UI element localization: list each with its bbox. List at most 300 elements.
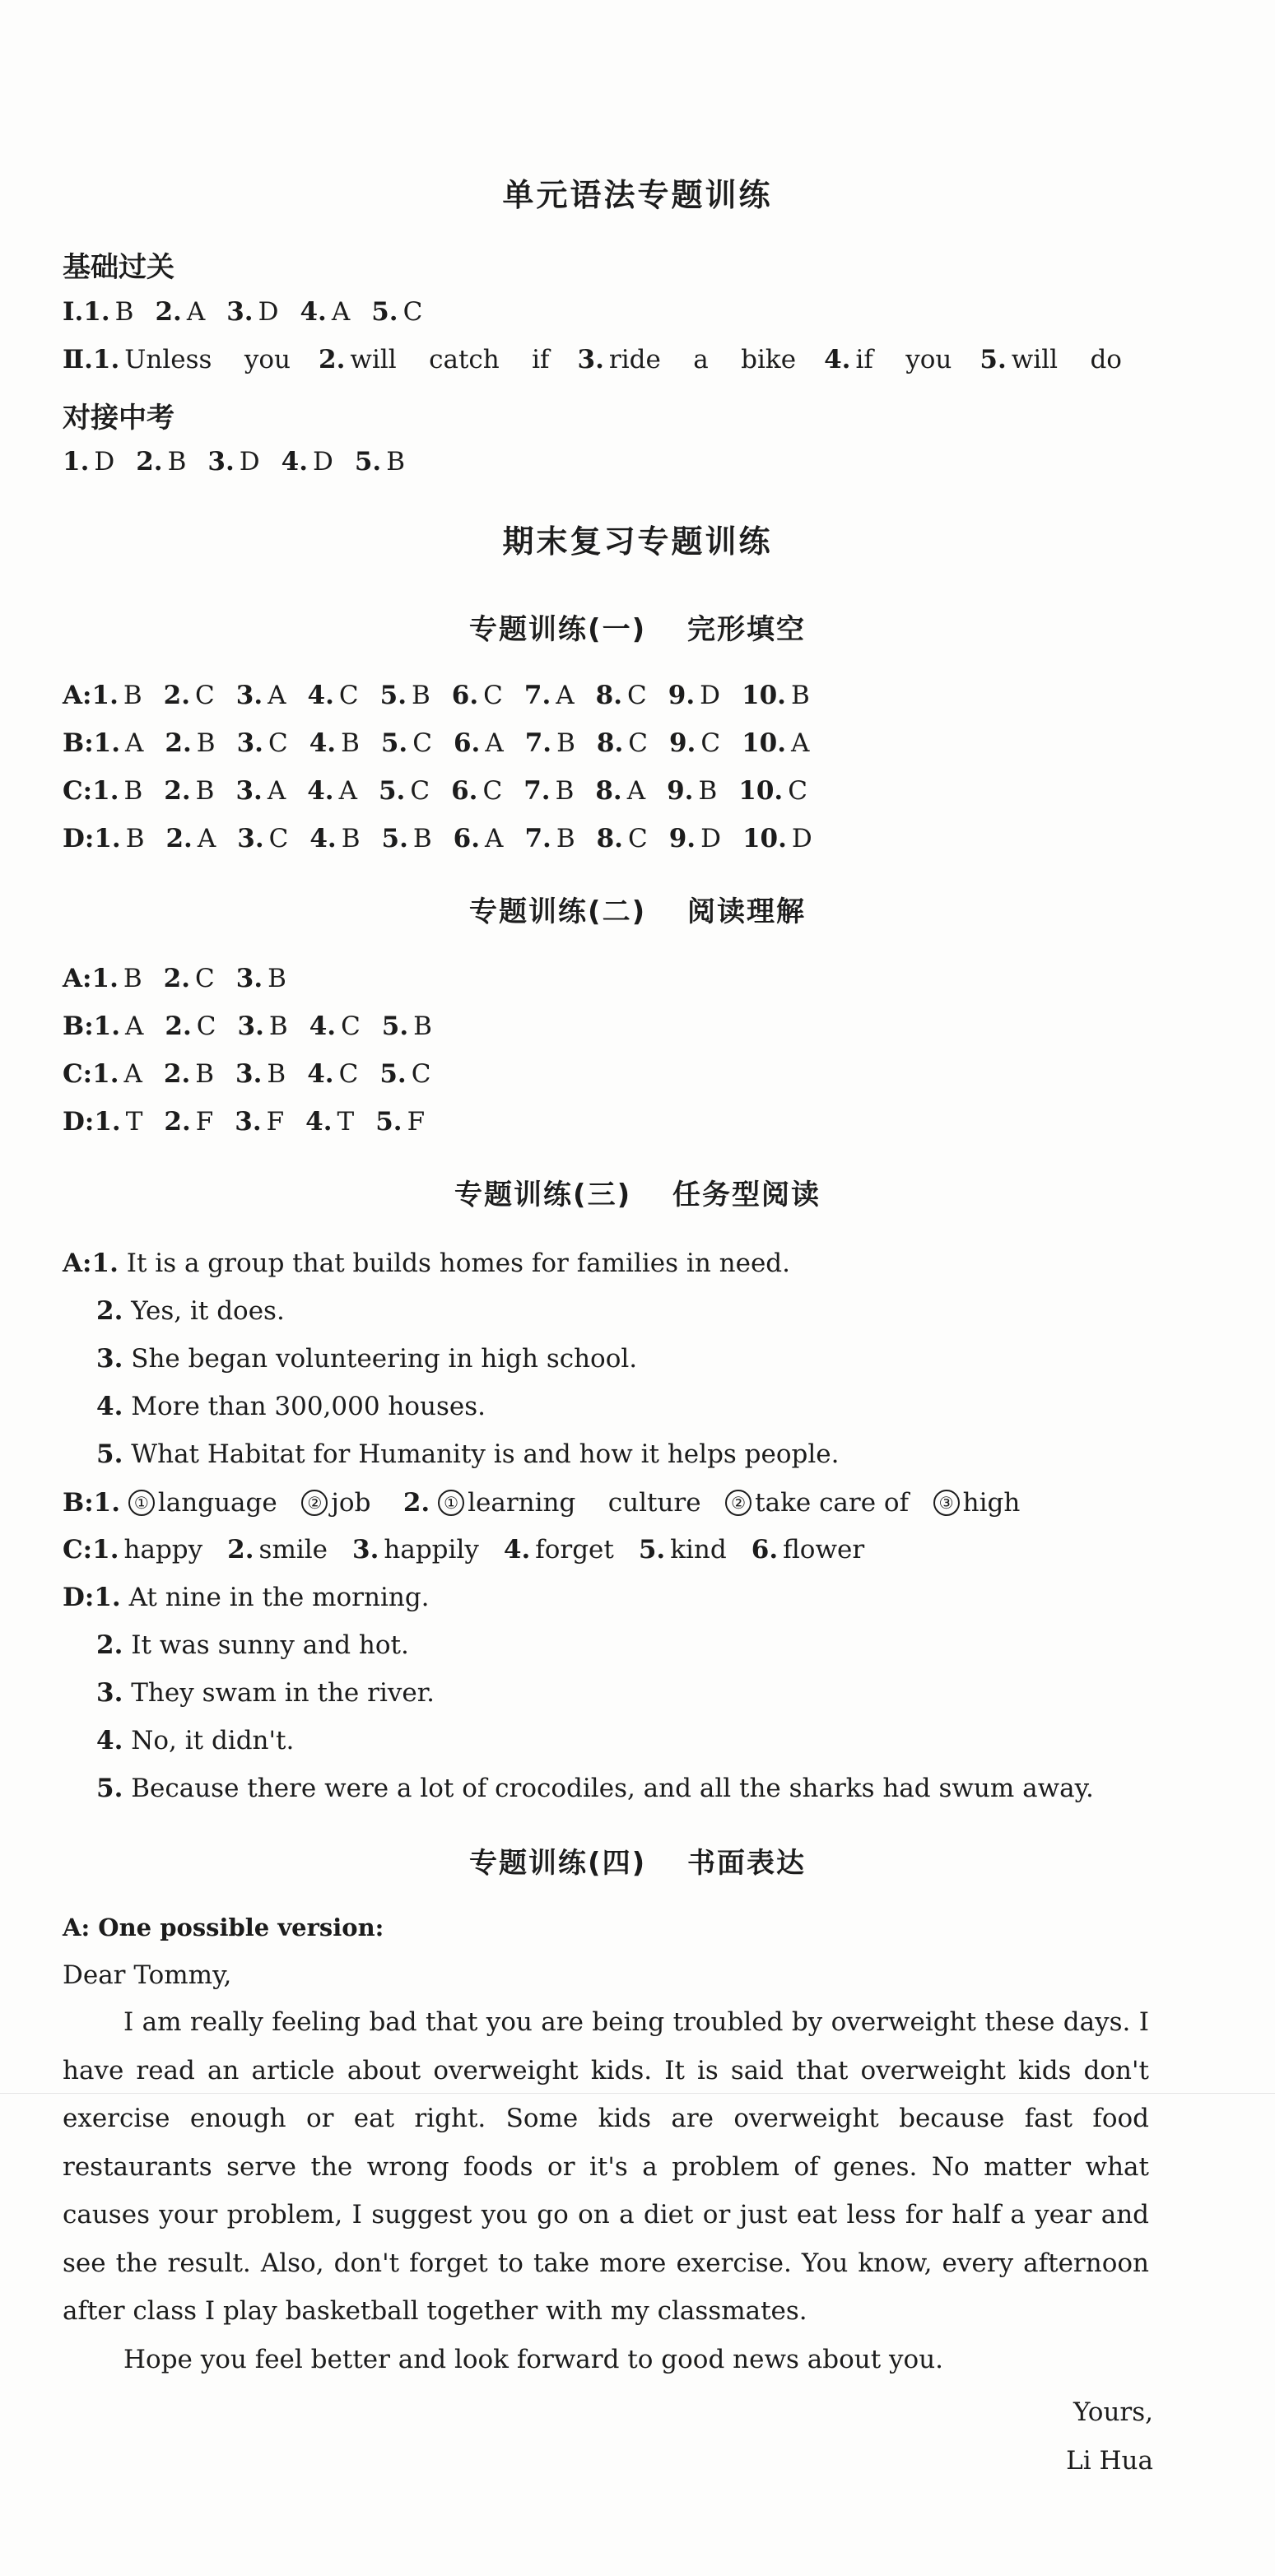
item-number: 9. (667, 776, 694, 806)
item-number: 8. (595, 776, 622, 806)
item-answer: F (266, 1107, 285, 1137)
item-number: 5. (371, 297, 398, 327)
item-number: 6. (451, 776, 478, 806)
answer-item (824, 347, 952, 373)
exam-heading: 对接中考 (63, 402, 174, 435)
item-number: 9. (668, 728, 696, 758)
answer-item (355, 449, 405, 475)
item-number: 7. (523, 681, 551, 710)
item-answer: A (186, 297, 206, 327)
item-number: 2. (136, 447, 163, 477)
letter-greeting: Dear Tommy, (63, 1960, 232, 1990)
item-answer: B (123, 776, 143, 806)
item-answer: B (698, 776, 718, 806)
item-number: 6. (453, 728, 481, 758)
circled-number: ② (301, 1490, 328, 1516)
answer-item (92, 776, 143, 806)
answer-item (639, 1537, 727, 1563)
item-number: 5. (378, 776, 406, 806)
item-answer: C (196, 1011, 216, 1041)
reading-row-label: D: (63, 1107, 95, 1137)
letter-paragraph-1: I am really feeling bad that you are being troubled by overweight these days. I have read an article about overweight kids. It is said that overweight kids don't exercise enough or eat right. Some kids are overweight because fast food restaurants serve the wrong foods or it's a problem of genes. No matter what causes your problem, I suggest you go on a diet or just eat less for half a year and see the result. Also, don't forget to take more exercise. You know, every afternoon after class I play basketball together with my classmates. (63, 2007, 1149, 2326)
item-number: 4. (309, 1011, 337, 1041)
answer-item (92, 966, 142, 992)
circled-number: ③ (933, 1490, 960, 1516)
letter-closing: Yours, (1073, 2397, 1153, 2427)
item-answer: C (268, 824, 289, 853)
item-answer: C (410, 776, 430, 806)
item-answer: C (195, 681, 215, 710)
answer-item (524, 683, 575, 709)
item-number: 7. (524, 824, 551, 853)
cloze-title: 专题训练(一) 完形填空 (469, 613, 806, 646)
answer-item (742, 683, 810, 709)
item-text: It was sunny and hot. (131, 1630, 409, 1660)
answer-item (524, 728, 575, 758)
item-number: 5. (381, 824, 408, 853)
item-number: 1. (94, 824, 121, 853)
answer-item (236, 683, 286, 709)
item-answer: A (197, 824, 216, 853)
item-number: 6. (453, 824, 481, 853)
item-text: language (157, 1488, 277, 1518)
answer-item (524, 826, 575, 852)
reading-row-label: C: (63, 1059, 93, 1089)
item-number: 3. (577, 345, 604, 374)
answer-item (596, 683, 647, 709)
item-number: 5. (380, 728, 408, 758)
item-number: 5. (379, 1059, 407, 1089)
task-a-label: A: (63, 1248, 92, 1278)
task-a-row-2 (96, 1296, 285, 1326)
item-text: Because there were a lot of crocodiles, and all the sharks had swum away. (131, 1774, 1094, 1803)
item-number: 5. (980, 345, 1007, 374)
letter-signature: Li Hua (1066, 2446, 1153, 2476)
answer-item (235, 1059, 286, 1089)
item-answer: B (167, 447, 187, 477)
item-number: 2. (163, 964, 191, 993)
answer-item (352, 1537, 479, 1563)
item-answer: C (338, 681, 359, 710)
answer-item (164, 776, 215, 806)
item-answer: C (411, 1059, 431, 1089)
item-answer: C (412, 728, 432, 758)
item-number: 1. (92, 345, 120, 374)
item-number: 2. (164, 1107, 191, 1137)
item-number: 8. (595, 681, 623, 710)
answer-item (136, 449, 186, 475)
answer-item (305, 1109, 354, 1135)
item-number: 1. (63, 447, 90, 477)
task-d-label: D: (63, 1583, 95, 1612)
item-answer: C (700, 728, 721, 758)
cloze-row-label: A: (63, 681, 92, 710)
answer-item (235, 1109, 284, 1135)
item-answer: D (258, 297, 279, 327)
answer-item (164, 966, 215, 992)
answer-item (319, 347, 550, 373)
item-number: 5. (638, 1535, 666, 1565)
answer-item (742, 826, 812, 852)
task-reading-title: 专题训练(三) 任务型阅读 (454, 1179, 821, 1211)
writing-title: 专题训练(四) 书面表达 (469, 1847, 806, 1880)
answer-item (595, 776, 646, 806)
answer-item (155, 297, 206, 327)
item-answer: B (114, 297, 134, 327)
item-number: 2. (163, 681, 191, 710)
task-a-row-4 (96, 1394, 486, 1420)
item-answer: A (268, 681, 286, 710)
item-answer: A (267, 776, 286, 806)
task-b-label: B: (63, 1488, 94, 1518)
answer-item (165, 728, 216, 758)
item-number: 3. (235, 776, 263, 806)
item-number: 2. (319, 345, 346, 374)
item-answer: C (627, 824, 648, 853)
task-c-row (63, 1537, 889, 1563)
answer-item (307, 776, 357, 806)
item-number: 5. (354, 447, 382, 477)
item-answer: B (386, 447, 406, 477)
item-answer: A (331, 297, 351, 327)
item-answer: B (195, 1059, 215, 1089)
answer-item (300, 297, 351, 327)
grammar-part2-row (63, 347, 1150, 373)
item-number: 1. (91, 964, 119, 993)
item-text: What Habitat for Humanity is and how it helps people. (131, 1439, 840, 1469)
item-answer: D (700, 681, 721, 710)
answer-item (92, 683, 142, 709)
item-number: 2. (96, 1296, 123, 1326)
item-number: 10. (742, 728, 787, 758)
item-text: They swam in the river. (131, 1678, 435, 1708)
item-number: 3. (226, 297, 254, 327)
answer-item (163, 1059, 215, 1089)
item-answer: A (626, 776, 646, 806)
item-answer: flower (783, 1535, 865, 1565)
scan-line (0, 2093, 1275, 2094)
item-number: 1. (92, 1059, 119, 1089)
answer-item (378, 776, 430, 806)
reading-row (63, 1059, 452, 1089)
answer-item (236, 966, 286, 992)
item-answer: C (627, 681, 647, 710)
item-answer: C (483, 681, 503, 710)
answer-item (92, 1059, 142, 1089)
grammar-title: 单元语法专题训练 (502, 177, 773, 213)
letter-body (63, 1998, 1149, 2336)
item-text: No, it didn't. (131, 1726, 295, 1755)
item-number: 3. (96, 1344, 123, 1374)
item-answer: kind (670, 1535, 727, 1565)
item-answer: ride a bike (608, 345, 797, 374)
answer-item (668, 728, 721, 758)
answer-item (226, 297, 279, 327)
item-number: 3. (236, 728, 263, 758)
item-number: 2. (165, 824, 193, 853)
answer-item (235, 776, 286, 806)
writing-version-label: A: One possible version: (63, 1913, 384, 1941)
answer-item (668, 683, 720, 709)
item-number: 3. (96, 1678, 123, 1708)
item-answer: B (556, 824, 575, 853)
item-text: take care of (755, 1488, 910, 1518)
reading-row-label: B: (63, 1011, 94, 1041)
item-answer: D (313, 447, 333, 477)
item-answer: Unless you (124, 345, 291, 374)
item-number: 4. (307, 1059, 334, 1089)
task-b-row (63, 1490, 1020, 1516)
item-number: 3. (237, 1011, 264, 1041)
item-answer: B (195, 776, 215, 806)
answer-item (309, 1011, 361, 1041)
item-number: 4. (96, 1392, 123, 1421)
item-number: 4. (503, 1535, 531, 1565)
task-c-label: C: (63, 1535, 93, 1565)
item-number: 4. (300, 297, 327, 327)
item-answer: B (341, 824, 361, 853)
item-answer: C (341, 1011, 361, 1041)
item-answer: T (337, 1107, 355, 1137)
item-text: At nine in the morning. (128, 1583, 430, 1612)
part1-label: Ⅰ. (63, 297, 84, 327)
item-number: 4. (824, 345, 851, 374)
answer-item (164, 683, 215, 709)
cloze-row (63, 683, 831, 709)
item-answer: C (628, 728, 648, 758)
item-answer: A (125, 728, 144, 758)
circled-number: ① (128, 1490, 155, 1516)
review-title: 期末复习专题训练 (502, 523, 773, 560)
item-answer: C (268, 728, 288, 758)
item-answer: B (268, 1011, 288, 1041)
answer-item (309, 728, 360, 758)
answer-item (94, 826, 144, 852)
item-answer: B (125, 824, 145, 853)
item-number: 1. (94, 1107, 121, 1137)
letter-closing-paragraph (63, 2336, 1149, 2384)
item-number: 10. (742, 824, 787, 853)
item-answer: D (94, 447, 115, 477)
item-answer: D (700, 824, 721, 853)
answer-item (596, 728, 648, 758)
item-number: 5. (96, 1439, 123, 1469)
answer-item (453, 728, 504, 758)
item-number: 3. (235, 681, 263, 710)
answer-item (451, 776, 503, 806)
cloze-row-label: C: (63, 776, 93, 806)
answer-item (237, 1011, 288, 1041)
item-number: 5. (381, 1011, 409, 1041)
item-answer: B (268, 964, 286, 993)
answer-item (523, 776, 575, 806)
item-number: 4. (309, 728, 337, 758)
item-answer: D (239, 447, 260, 477)
cloze-row (63, 776, 829, 806)
answer-item (380, 728, 432, 758)
item-number: 2. (164, 776, 191, 806)
item-text: job (331, 1488, 371, 1518)
item-number: 7. (523, 776, 551, 806)
item-number: 2. (403, 1488, 430, 1518)
item-number: 8. (596, 728, 624, 758)
circled-number: ① (438, 1490, 464, 1516)
item-text: high (962, 1488, 1021, 1518)
item-number: 2. (96, 1630, 123, 1660)
answer-item (94, 1109, 142, 1135)
task-d-row-2 (96, 1630, 409, 1660)
answer-item (93, 347, 291, 373)
item-number: 4. (307, 681, 334, 710)
item-answer: T (125, 1107, 143, 1137)
item-answer: A (338, 776, 357, 806)
item-number: 4. (309, 824, 337, 853)
item-answer: B (412, 681, 430, 710)
answer-item (165, 826, 216, 852)
item-number: 3. (207, 447, 235, 477)
item-number: 9. (668, 681, 696, 710)
cloze-row-label: D: (63, 824, 95, 853)
task-a-row-3 (96, 1346, 637, 1372)
item-answer: forget (535, 1535, 614, 1565)
answer-item (282, 449, 333, 475)
item-answer: C (403, 297, 423, 327)
answer-item (308, 683, 359, 709)
exam-answer-row (63, 449, 426, 475)
cloze-row (63, 826, 834, 852)
answer-item (92, 1537, 202, 1563)
answer-item (742, 728, 810, 758)
item-number: 4. (281, 447, 308, 477)
reading-row (63, 1011, 454, 1041)
answer-item (452, 683, 503, 709)
item-answer: B (196, 728, 216, 758)
item-number: 1. (83, 297, 110, 327)
item-answer: C (195, 964, 215, 993)
cloze-row (63, 728, 831, 758)
item-number: 8. (596, 824, 623, 853)
item-answer: B (123, 681, 142, 710)
item-answer: B (556, 728, 575, 758)
item-answer: C (788, 776, 807, 806)
basics-heading: 基础过关 (63, 251, 174, 284)
item-answer: B (555, 776, 575, 806)
item-answer: A (485, 728, 504, 758)
answer-item (237, 826, 288, 852)
task-d-row-1 (63, 1585, 430, 1611)
cloze-row-label: B: (63, 728, 94, 758)
item-number: 6. (751, 1535, 779, 1565)
item-answer: B (412, 824, 432, 853)
answer-item (164, 1109, 213, 1135)
answer-item (738, 776, 807, 806)
answer-item (307, 1059, 359, 1089)
answer-item (380, 683, 430, 709)
item-number: 5. (375, 1107, 403, 1137)
item-answer: B (123, 964, 142, 993)
item-number: 4. (307, 776, 334, 806)
task-a-row-5 (96, 1439, 840, 1469)
item-number: 2. (227, 1535, 254, 1565)
item-number: 3. (237, 824, 264, 853)
item-answer: if you (855, 345, 952, 374)
item-number: 1. (93, 1488, 121, 1518)
item-answer: C (338, 1059, 359, 1089)
task-a-row-1 (63, 1248, 790, 1278)
part2-label: Ⅱ. (63, 345, 93, 374)
item-answer: F (195, 1107, 214, 1137)
item-answer: will catch if (350, 345, 550, 374)
answer-item (752, 1537, 864, 1563)
item-number: 3. (235, 964, 263, 993)
item-number: 6. (451, 681, 479, 710)
answer-item (597, 826, 648, 852)
item-text: It is a group that builds homes for families in need. (126, 1248, 790, 1278)
item-answer: happily (384, 1535, 479, 1565)
item-answer: F (407, 1107, 426, 1137)
answer-item (504, 1537, 614, 1563)
item-number: 4. (96, 1726, 123, 1755)
reading-row (63, 1109, 446, 1135)
item-answer: A (556, 681, 575, 710)
answer-item (667, 776, 718, 806)
reading-row (63, 966, 308, 992)
answer-item (309, 826, 360, 852)
item-answer: B (267, 1059, 286, 1089)
item-number: 2. (165, 728, 192, 758)
item-number: 1. (93, 1011, 121, 1041)
answer-item (379, 1059, 431, 1089)
answer-item (454, 826, 504, 852)
item-answer: will do (1011, 345, 1122, 374)
task-d-row-5 (96, 1776, 1094, 1802)
item-number: 1. (94, 1583, 121, 1612)
item-number: 3. (235, 1107, 262, 1137)
answer-item (227, 1537, 328, 1563)
reading-title: 专题训练(二) 阅读理解 (469, 895, 806, 928)
item-answer: A (125, 1011, 144, 1041)
item-number: 10. (738, 776, 784, 806)
item-answer: B (413, 1011, 432, 1041)
answer-item (669, 826, 721, 852)
answer-item (165, 1011, 216, 1041)
answer-item (578, 347, 797, 373)
answer-item (371, 297, 423, 327)
grammar-part1-row (63, 297, 444, 327)
answer-item (63, 449, 114, 475)
item-answer: D (791, 824, 812, 853)
item-text: More than 300,000 houses. (131, 1392, 486, 1421)
item-answer: A (791, 728, 810, 758)
task-d-row-3 (96, 1678, 435, 1708)
reading-row-label: A: (63, 964, 92, 993)
answer-item (83, 297, 134, 327)
task-d-row-4 (96, 1728, 294, 1754)
letter-paragraph-2: Hope you feel better and look forward to good news about you. (123, 2345, 944, 2374)
item-number: 4. (305, 1107, 333, 1137)
answer-item (207, 449, 259, 475)
item-answer: C (482, 776, 503, 806)
answer-item (236, 728, 288, 758)
item-text: Yes, it does. (131, 1296, 285, 1326)
circled-number: ② (725, 1490, 752, 1516)
item-number: 2. (163, 1059, 191, 1089)
item-answer: B (790, 681, 810, 710)
answer-item (93, 1011, 144, 1041)
item-number: 10. (742, 681, 786, 710)
item-answer: A (123, 1059, 142, 1089)
item-number: 3. (352, 1535, 379, 1565)
